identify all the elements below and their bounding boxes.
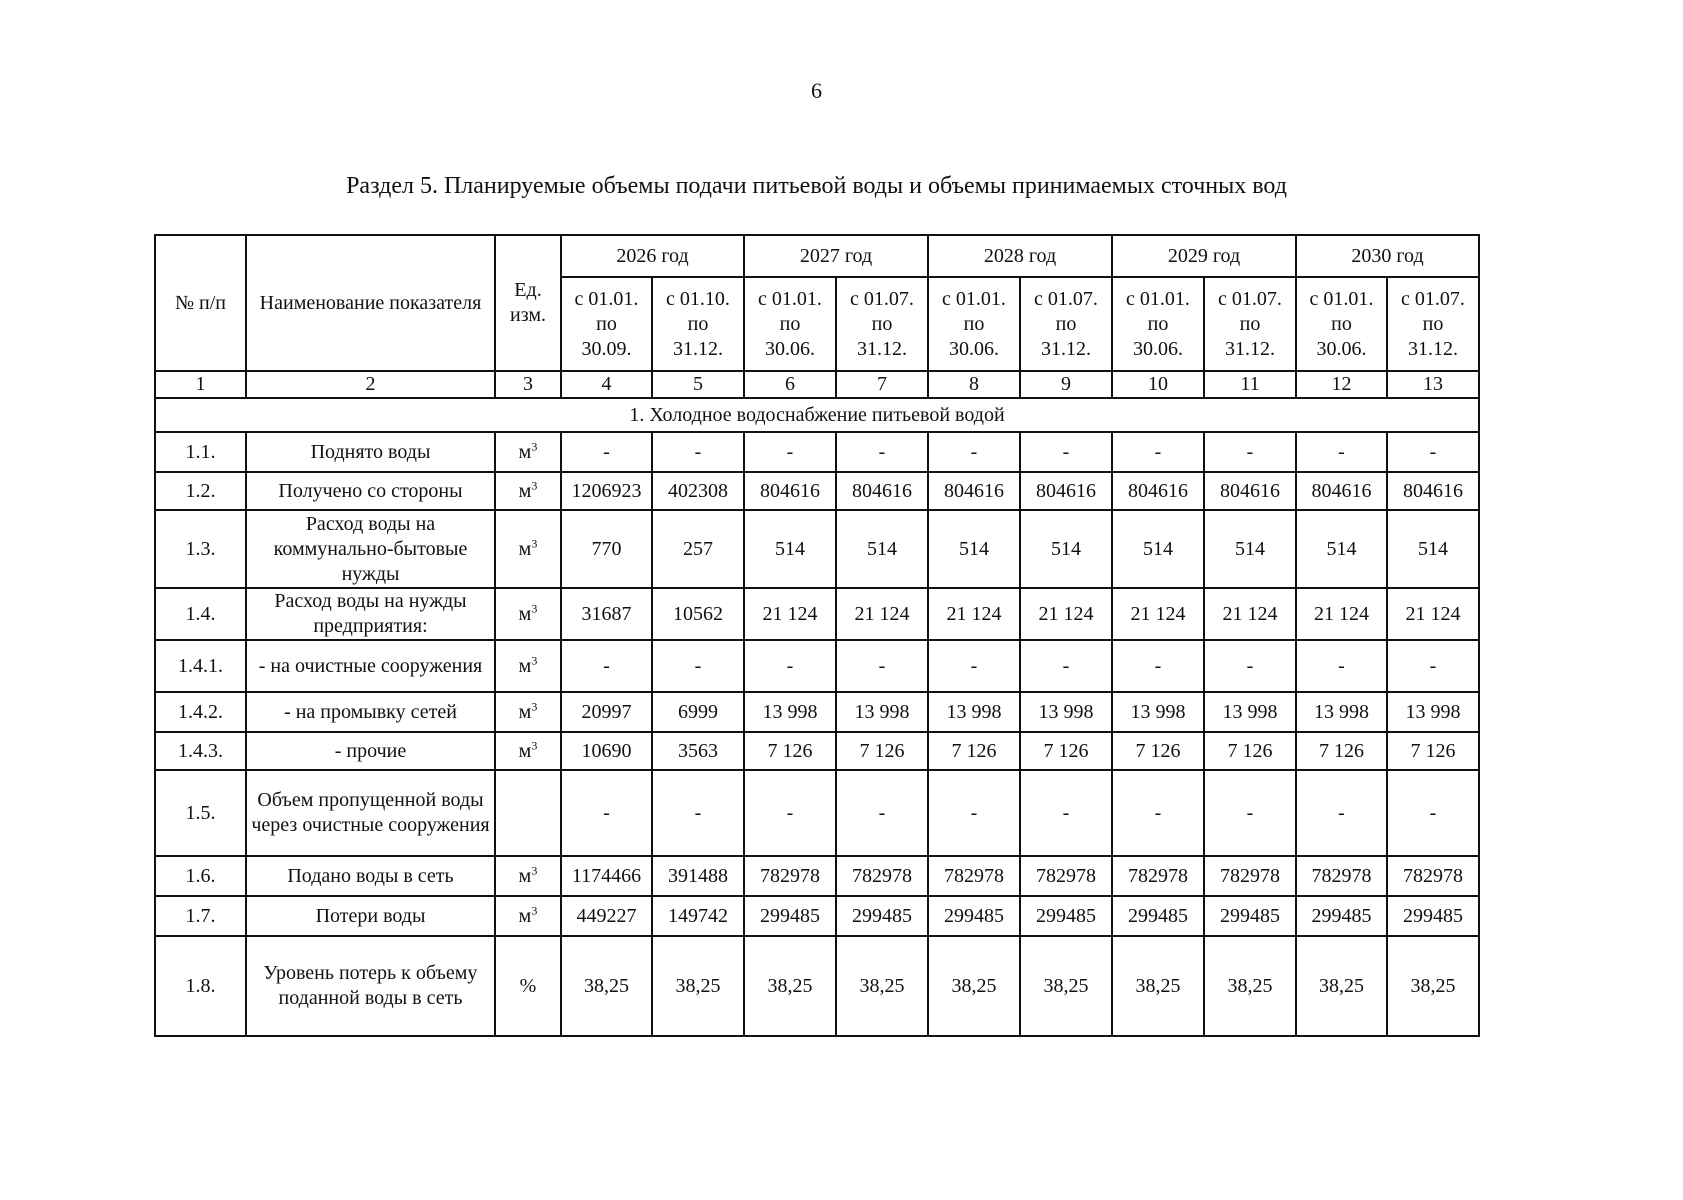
period-line: по bbox=[1331, 312, 1352, 335]
value-cell: 7 126 bbox=[928, 732, 1020, 770]
value-cell: - bbox=[652, 640, 744, 692]
value-cell: 38,25 bbox=[1204, 936, 1296, 1036]
indicator-name: Объем пропущенной воды через очистные сооружения bbox=[246, 770, 495, 856]
value-cell: 782978 bbox=[1387, 856, 1479, 896]
column-number: 9 bbox=[1020, 371, 1112, 398]
value-cell: 804616 bbox=[836, 472, 928, 510]
value-cell: 402308 bbox=[652, 472, 744, 510]
header-year: 2029 год bbox=[1112, 235, 1296, 277]
table-header bbox=[155, 235, 1479, 398]
value-cell: 514 bbox=[1296, 510, 1387, 588]
period-line: с 01.01. bbox=[574, 287, 639, 310]
section-title: Раздел 5. Планируемые объемы подачи питьевой воды и объемы принимаемых сточных вод bbox=[346, 173, 1287, 199]
planned-volumes-table bbox=[154, 234, 1480, 1037]
indicator-name: Расход воды на нужды предприятия: bbox=[246, 588, 495, 640]
header-period bbox=[836, 277, 928, 371]
column-number: 8 bbox=[928, 371, 1020, 398]
unit-text: м bbox=[518, 440, 532, 463]
row-number: 1.7. bbox=[155, 896, 246, 936]
unit-cell bbox=[495, 856, 561, 896]
column-number: 13 bbox=[1387, 371, 1479, 398]
value-cell: 299485 bbox=[744, 896, 836, 936]
indicator-name: Потери воды bbox=[246, 896, 495, 936]
value-cell: - bbox=[744, 432, 836, 472]
unit-text: м bbox=[518, 904, 532, 927]
value-cell: 770 bbox=[561, 510, 652, 588]
header-period bbox=[561, 277, 652, 371]
period-line: по bbox=[687, 312, 709, 335]
period-line: 31.12. bbox=[857, 337, 907, 360]
value-cell: 804616 bbox=[1112, 472, 1204, 510]
header-period bbox=[1387, 277, 1479, 371]
column-number: 6 bbox=[744, 371, 836, 398]
header-period bbox=[1204, 277, 1296, 371]
indicator-name: Расход воды на коммунально-бытовые нужды bbox=[246, 510, 495, 588]
value-cell: 804616 bbox=[1296, 472, 1387, 510]
header-period bbox=[652, 277, 744, 371]
value-cell: - bbox=[1112, 432, 1204, 472]
row-number: 1.5. bbox=[155, 770, 246, 856]
table-row bbox=[155, 510, 1479, 588]
value-cell: 38,25 bbox=[1112, 936, 1204, 1036]
value-cell: 21 124 bbox=[928, 588, 1020, 640]
period-line: с 01.07. bbox=[1401, 287, 1465, 310]
period-line: по bbox=[1239, 312, 1261, 335]
unit-text: % bbox=[519, 974, 537, 997]
unit-cell bbox=[495, 640, 561, 692]
value-cell: 38,25 bbox=[836, 936, 928, 1036]
unit-exponent: 3 bbox=[531, 862, 538, 877]
period-line: 31.12. bbox=[673, 337, 723, 360]
unit-cell bbox=[495, 896, 561, 936]
header-period bbox=[1296, 277, 1387, 371]
period-line: по bbox=[779, 312, 801, 335]
value-cell: 21 124 bbox=[1204, 588, 1296, 640]
value-cell: 804616 bbox=[1387, 472, 1479, 510]
value-cell: - bbox=[1387, 640, 1479, 692]
value-cell: - bbox=[928, 770, 1020, 856]
row-number: 1.4.2. bbox=[155, 692, 246, 732]
unit-text: м bbox=[518, 864, 532, 887]
table-row bbox=[155, 770, 1479, 856]
header-year: 2028 год bbox=[928, 235, 1112, 277]
value-cell: 21 124 bbox=[1387, 588, 1479, 640]
unit-cell bbox=[495, 936, 561, 1036]
value-cell: 514 bbox=[1204, 510, 1296, 588]
value-cell: - bbox=[836, 432, 928, 472]
table-row bbox=[155, 936, 1479, 1036]
header-name: Наименование показателя bbox=[246, 235, 495, 371]
column-number: 7 bbox=[836, 371, 928, 398]
value-cell: 514 bbox=[1020, 510, 1112, 588]
unit-cell bbox=[495, 770, 561, 856]
period-line: по bbox=[871, 312, 893, 335]
value-cell: 13 998 bbox=[928, 692, 1020, 732]
value-cell: 21 124 bbox=[1020, 588, 1112, 640]
table-row bbox=[155, 692, 1479, 732]
value-cell: 782978 bbox=[1020, 856, 1112, 896]
unit-exponent: 3 bbox=[531, 477, 538, 492]
indicator-name: Получено со стороны bbox=[246, 472, 495, 510]
value-cell: 21 124 bbox=[1296, 588, 1387, 640]
value-cell: - bbox=[1204, 640, 1296, 692]
table-row bbox=[155, 640, 1479, 692]
value-cell: - bbox=[1387, 432, 1479, 472]
table-row bbox=[155, 472, 1479, 510]
value-cell: 7 126 bbox=[836, 732, 928, 770]
column-number: 5 bbox=[652, 371, 744, 398]
value-cell: 299485 bbox=[1020, 896, 1112, 936]
column-number: 10 bbox=[1112, 371, 1204, 398]
period-line: с 01.01. bbox=[1309, 287, 1374, 310]
value-cell: 449227 bbox=[561, 896, 652, 936]
period-line: с 01.10. bbox=[666, 287, 730, 310]
unit-cell bbox=[495, 510, 561, 588]
column-number: 4 bbox=[561, 371, 652, 398]
value-cell: 7 126 bbox=[1387, 732, 1479, 770]
unit-text: м bbox=[518, 654, 532, 677]
value-cell: 38,25 bbox=[928, 936, 1020, 1036]
table-row bbox=[155, 896, 1479, 936]
value-cell: 149742 bbox=[652, 896, 744, 936]
header-year: 2027 год bbox=[744, 235, 928, 277]
value-cell: - bbox=[1112, 770, 1204, 856]
value-cell: 299485 bbox=[1204, 896, 1296, 936]
value-cell: 10562 bbox=[652, 588, 744, 640]
period-line: с 01.01. bbox=[1126, 287, 1190, 310]
value-cell: 21 124 bbox=[1112, 588, 1204, 640]
period-line: с 01.01. bbox=[758, 287, 822, 310]
unit-exponent: 3 bbox=[531, 652, 538, 667]
column-number: 11 bbox=[1204, 371, 1296, 398]
value-cell: - bbox=[1020, 640, 1112, 692]
value-cell: 514 bbox=[928, 510, 1020, 588]
value-cell: - bbox=[836, 770, 928, 856]
value-cell: 38,25 bbox=[561, 936, 652, 1036]
header-num: № п/п bbox=[155, 235, 246, 371]
value-cell: - bbox=[1387, 770, 1479, 856]
header-period bbox=[744, 277, 836, 371]
period-line: 30.06. bbox=[765, 337, 815, 360]
period-line: с 01.07. bbox=[1218, 287, 1282, 310]
unit-text: м bbox=[518, 602, 532, 625]
value-cell: - bbox=[1296, 432, 1387, 472]
value-cell: 514 bbox=[836, 510, 928, 588]
value-cell: 514 bbox=[1112, 510, 1204, 588]
value-cell: 7 126 bbox=[1112, 732, 1204, 770]
value-cell: 13 998 bbox=[1204, 692, 1296, 732]
value-cell: - bbox=[1112, 640, 1204, 692]
header-unit: Ед. изм. bbox=[495, 235, 561, 371]
period-line: 31.12. bbox=[1408, 337, 1458, 360]
value-cell: - bbox=[652, 432, 744, 472]
period-line: 30.09. bbox=[581, 337, 632, 360]
indicator-name: - на очистные сооружения bbox=[246, 640, 495, 692]
value-cell: - bbox=[836, 640, 928, 692]
row-number: 1.6. bbox=[155, 856, 246, 896]
period-line: с 01.01. bbox=[942, 287, 1006, 310]
unit-cell bbox=[495, 432, 561, 472]
value-cell: 13 998 bbox=[744, 692, 836, 732]
period-line: по bbox=[963, 312, 985, 335]
value-cell: 21 124 bbox=[836, 588, 928, 640]
value-cell: 3563 bbox=[652, 732, 744, 770]
unit-cell bbox=[495, 692, 561, 732]
value-cell: 6999 bbox=[652, 692, 744, 732]
value-cell: 782978 bbox=[836, 856, 928, 896]
table-row bbox=[155, 588, 1479, 640]
unit-text: м bbox=[518, 537, 532, 560]
value-cell: - bbox=[1296, 770, 1387, 856]
unit-exponent: 3 bbox=[531, 902, 538, 917]
unit-text: м bbox=[518, 479, 532, 502]
indicator-name: Поднято воды bbox=[246, 432, 495, 472]
row-number: 1.2. bbox=[155, 472, 246, 510]
row-number: 1.4. bbox=[155, 588, 246, 640]
period-line: 31.12. bbox=[1041, 337, 1091, 360]
period-line: по bbox=[596, 312, 617, 335]
header-period bbox=[1112, 277, 1204, 371]
row-number: 1.4.1. bbox=[155, 640, 246, 692]
value-cell: 7 126 bbox=[1204, 732, 1296, 770]
row-number: 1.3. bbox=[155, 510, 246, 588]
period-line: с 01.07. bbox=[850, 287, 914, 310]
value-cell: 38,25 bbox=[1296, 936, 1387, 1036]
value-cell: 31687 bbox=[561, 588, 652, 640]
value-cell: 514 bbox=[744, 510, 836, 588]
value-cell: 782978 bbox=[744, 856, 836, 896]
value-cell: 804616 bbox=[928, 472, 1020, 510]
indicator-name: Подано воды в сеть bbox=[246, 856, 495, 896]
value-cell: 38,25 bbox=[652, 936, 744, 1036]
column-numbers-row bbox=[155, 371, 1479, 398]
value-cell: 391488 bbox=[652, 856, 744, 896]
value-cell: 782978 bbox=[928, 856, 1020, 896]
value-cell: 10690 bbox=[561, 732, 652, 770]
value-cell: 782978 bbox=[1112, 856, 1204, 896]
header-period bbox=[928, 277, 1020, 371]
table-row bbox=[155, 732, 1479, 770]
value-cell: 299485 bbox=[836, 896, 928, 936]
value-cell: 13 998 bbox=[836, 692, 928, 732]
column-number: 12 bbox=[1296, 371, 1387, 398]
table-row bbox=[155, 432, 1479, 472]
value-cell: - bbox=[1020, 432, 1112, 472]
value-cell: 7 126 bbox=[744, 732, 836, 770]
column-number: 2 bbox=[246, 371, 495, 398]
indicator-name: - прочие bbox=[246, 732, 495, 770]
value-cell: 13 998 bbox=[1387, 692, 1479, 732]
header-row-years bbox=[155, 235, 1479, 277]
value-cell: 7 126 bbox=[1020, 732, 1112, 770]
unit-exponent: 3 bbox=[531, 737, 538, 752]
row-number: 1.4.3. bbox=[155, 732, 246, 770]
value-cell: 804616 bbox=[1204, 472, 1296, 510]
value-cell: 38,25 bbox=[744, 936, 836, 1036]
section-heading: 1. Холодное водоснабжение питьевой водой bbox=[155, 398, 1479, 432]
page-number: 6 bbox=[811, 78, 822, 103]
period-line: 31.12. bbox=[1225, 337, 1275, 360]
value-cell: 299485 bbox=[1296, 896, 1387, 936]
table-row bbox=[155, 856, 1479, 896]
value-cell: - bbox=[928, 432, 1020, 472]
value-cell: 7 126 bbox=[1296, 732, 1387, 770]
unit-exponent: 3 bbox=[531, 600, 538, 615]
value-cell: 804616 bbox=[1020, 472, 1112, 510]
value-cell: 13 998 bbox=[1020, 692, 1112, 732]
value-cell: 21 124 bbox=[744, 588, 836, 640]
value-cell: 299485 bbox=[1112, 896, 1204, 936]
unit-cell bbox=[495, 472, 561, 510]
header-year: 2026 год bbox=[561, 235, 744, 277]
unit-cell bbox=[495, 732, 561, 770]
value-cell: 514 bbox=[1387, 510, 1479, 588]
value-cell: - bbox=[1204, 432, 1296, 472]
section-row bbox=[155, 398, 1479, 432]
header-period bbox=[1020, 277, 1112, 371]
unit-exponent: 3 bbox=[531, 438, 538, 453]
value-cell: - bbox=[1296, 640, 1387, 692]
unit-text: м bbox=[518, 700, 532, 723]
value-cell: - bbox=[561, 770, 652, 856]
value-cell: - bbox=[561, 432, 652, 472]
unit-exponent: 3 bbox=[531, 698, 538, 713]
unit-exponent: 3 bbox=[531, 535, 538, 550]
period-line: по bbox=[1422, 312, 1444, 335]
period-line: с 01.07. bbox=[1034, 287, 1098, 310]
value-cell: 299485 bbox=[1387, 896, 1479, 936]
value-cell: - bbox=[561, 640, 652, 692]
value-cell: 13 998 bbox=[1296, 692, 1387, 732]
table-body bbox=[155, 398, 1479, 1036]
value-cell: 299485 bbox=[928, 896, 1020, 936]
value-cell: - bbox=[652, 770, 744, 856]
value-cell: - bbox=[744, 770, 836, 856]
value-cell: 782978 bbox=[1296, 856, 1387, 896]
value-cell: 1206923 bbox=[561, 472, 652, 510]
period-line: по bbox=[1055, 312, 1077, 335]
row-number: 1.8. bbox=[155, 936, 246, 1036]
indicator-name: - на промывку сетей bbox=[246, 692, 495, 732]
value-cell: - bbox=[1204, 770, 1296, 856]
indicator-name: Уровень потерь к объему поданной воды в сеть bbox=[246, 936, 495, 1036]
value-cell: 38,25 bbox=[1387, 936, 1479, 1036]
period-line: по bbox=[1147, 312, 1169, 335]
value-cell: 804616 bbox=[744, 472, 836, 510]
value-cell: - bbox=[744, 640, 836, 692]
period-line: 30.06. bbox=[1316, 337, 1367, 360]
unit-cell bbox=[495, 588, 561, 640]
value-cell: 782978 bbox=[1204, 856, 1296, 896]
value-cell: 1174466 bbox=[561, 856, 652, 896]
value-cell: 257 bbox=[652, 510, 744, 588]
value-cell: - bbox=[928, 640, 1020, 692]
unit-text: м bbox=[518, 739, 532, 762]
value-cell: - bbox=[1020, 770, 1112, 856]
period-line: 30.06. bbox=[949, 337, 999, 360]
header-year: 2030 год bbox=[1296, 235, 1479, 277]
value-cell: 20997 bbox=[561, 692, 652, 732]
value-cell: 13 998 bbox=[1112, 692, 1204, 732]
row-number: 1.1. bbox=[155, 432, 246, 472]
value-cell: 38,25 bbox=[1020, 936, 1112, 1036]
period-line: 30.06. bbox=[1133, 337, 1183, 360]
column-number: 1 bbox=[155, 371, 246, 398]
column-number: 3 bbox=[495, 371, 561, 398]
